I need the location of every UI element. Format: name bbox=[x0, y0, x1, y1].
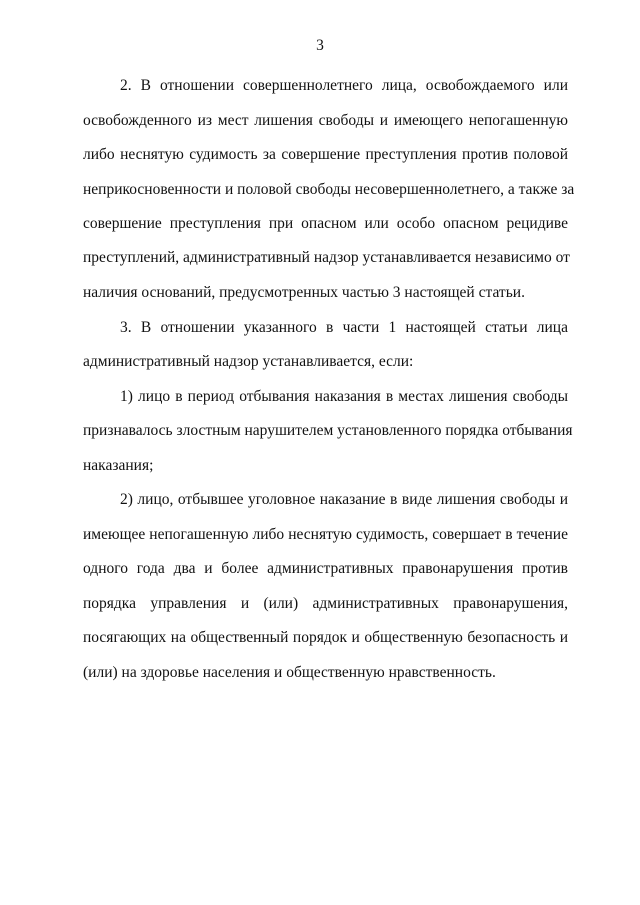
paragraph-4-line: (или) на здоровье населения и общественную нравственность. bbox=[83, 664, 496, 681]
paragraph-1-line: либо неснятую судимость за совершение преступления против половой bbox=[83, 146, 568, 163]
paragraph-1-line: 2. В отношении совершеннолетнего лица, освобождаемого или bbox=[120, 77, 568, 94]
paragraph-3-line: признавалось злостным нарушителем установленного порядка отбывания bbox=[83, 422, 573, 439]
paragraph-1-line: преступлений, административный надзор устанавливается независимо от bbox=[83, 249, 570, 266]
paragraph-1-line: совершение преступления при опасном или особо опасном рецидиве bbox=[83, 215, 568, 232]
paragraph-1-line: освобожденного из мест лишения свободы и имеющего непогашенную bbox=[83, 112, 568, 129]
paragraph-2-line: 3. В отношении указанного в части 1 настоящей статьи лица bbox=[120, 319, 568, 336]
paragraph-3-line: наказания; bbox=[83, 457, 154, 474]
paragraph-3-line: 1) лицо в период отбывания наказания в местах лишения свободы bbox=[120, 388, 568, 405]
paragraph-4-line: 2) лицо, отбывшее уголовное наказание в виде лишения свободы и bbox=[120, 491, 568, 508]
paragraph-4-line: порядка управления и (или) административных правонарушения, bbox=[83, 595, 568, 612]
paragraph-1-line: наличия оснований, предусмотренных частью 3 настоящей статьи. bbox=[83, 284, 525, 301]
paragraph-4-line: одного года два и более административных правонарушения против bbox=[83, 560, 568, 577]
paragraph-1-line: неприкосновенности и половой свободы несовершеннолетнего, а также за bbox=[83, 181, 575, 198]
paragraph-2-line: административный надзор устанавливается, если: bbox=[83, 353, 414, 370]
page-number: 3 bbox=[316, 37, 324, 54]
paragraph-4-line: посягающих на общественный порядок и общественную безопасность и bbox=[83, 629, 568, 646]
paragraph-4-line: имеющее непогашенную либо неснятую судимость, совершает в течение bbox=[83, 526, 568, 543]
